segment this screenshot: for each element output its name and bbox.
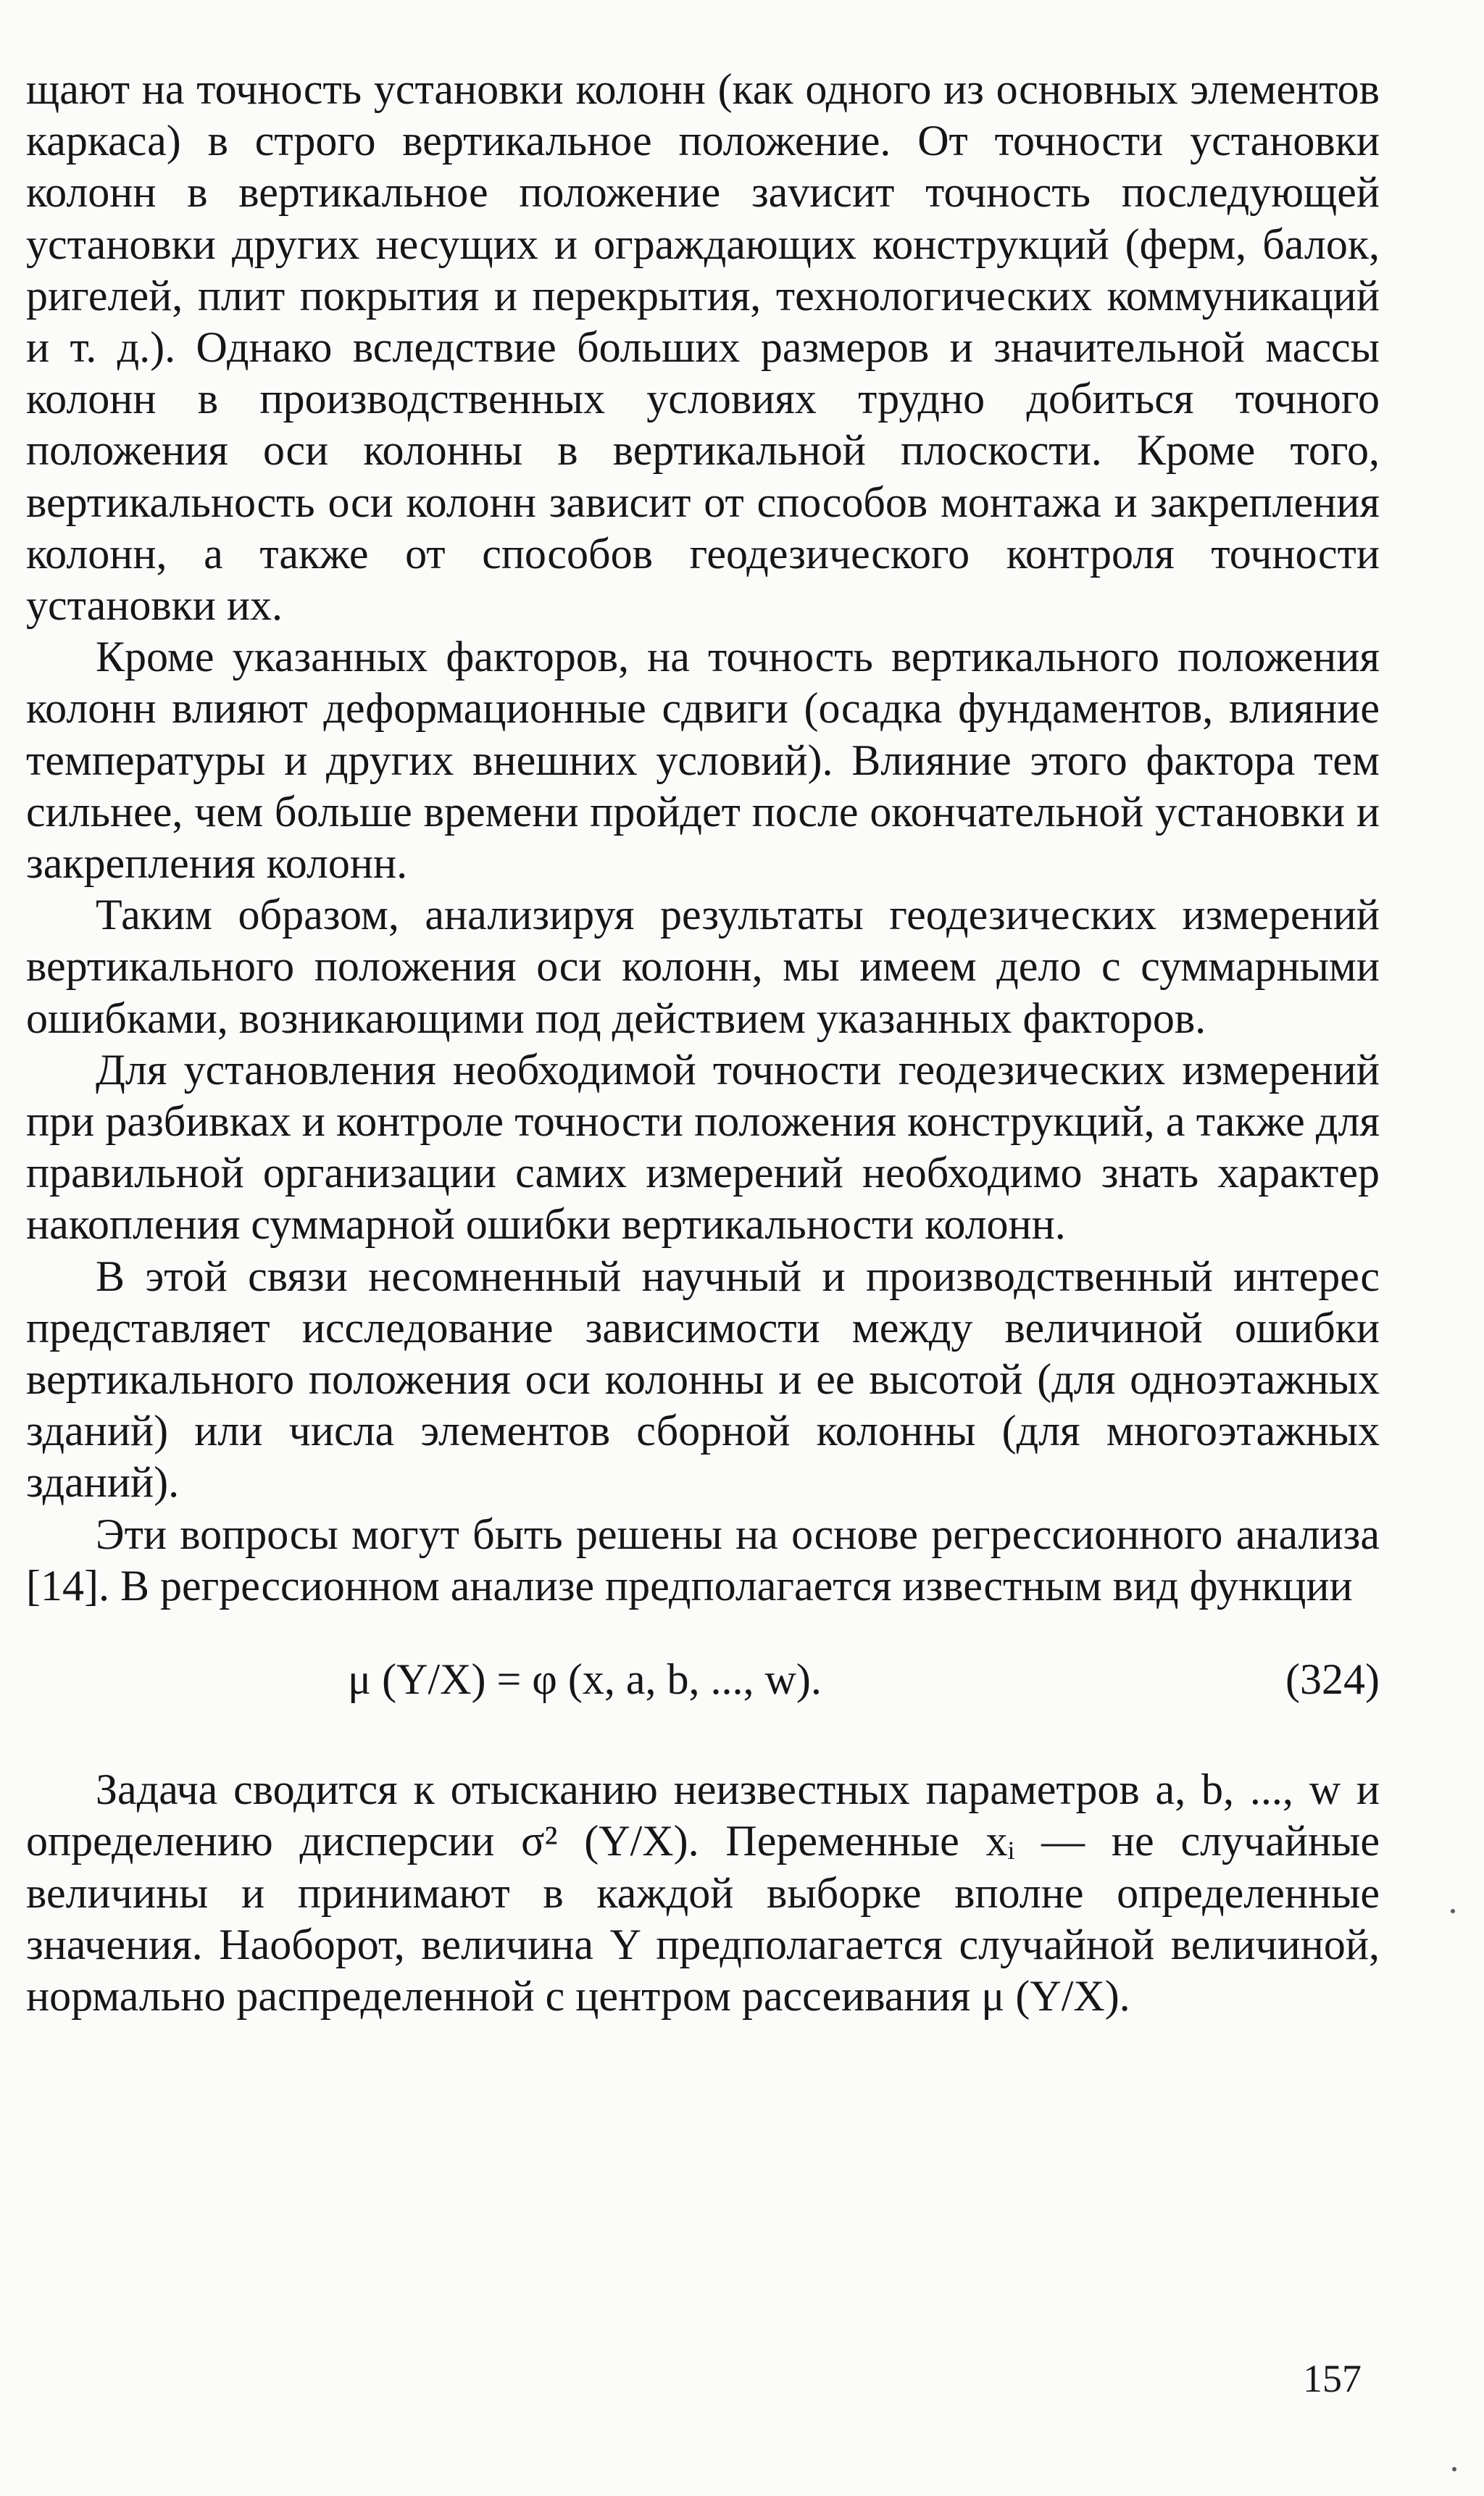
body-text: [26, 64, 1380, 2022]
formula-row: [26, 1612, 1380, 1764]
scan-speck: [1452, 2467, 1456, 2471]
paragraph-7: Задача сводится к отысканию неизвестных параметров a, b, ..., w и определению дисперсии σ² (Y/X). Переменные xᵢ — не случайные величины и принимают в каждой выборке вполне определенные значения. Наоборот, величина Y предполагается случайной величиной, нормально распределенной с центром рассеивания μ (Y/X).: [26, 1765, 1380, 2020]
paragraph-6: Эти вопросы могут быть решены на основе регрессионного анализа [14]. В регрессионном анализе предполагается известным вид функции: [26, 1510, 1380, 1610]
paragraph-4: Для установления необходимой точности геодезических измерений при разбивках и контроле точности положения конструкций, а также для правильной организации самих измерений необходимо знать характер накопления суммарной ошибки вертикальности колонн.: [26, 1045, 1380, 1249]
scan-speck: [1451, 1909, 1455, 1913]
paragraph-5: В этой связи несомненный научный и производственный интерес представляет исследование зависимости между величиной ошибки вертикального положения оси колонны и ее высотой (для одноэтажных зданий) или числа элементов сборной колонны (для многоэтажных зданий).: [26, 1252, 1380, 1507]
page-number: 157: [1303, 2357, 1362, 2400]
formula: μ (Y/X) = φ (x, a, b, ..., w).: [348, 1655, 822, 1704]
formula-number: (324): [1285, 1655, 1380, 1704]
paragraph-3: Таким образом, анализируя результаты геодезических измерений вертикального положения оси колонн, мы имеем дело с суммарными ошибками, возникающими под действием указанных факторов.: [26, 891, 1380, 1042]
paragraph-1: щают на точность установки колонн (как одного из основных элементов каркаса) в строго вертикальное положение. От точности установки колонн в вертикальное положение заvисит точность последующей установки других несущих и ограждающих конструкций (ферм, балок, ригелей, плит покрытия и перекрытия, технологических коммуникаций и т. д.). Однако вследствие больших размеров и значительной массы колонн в производственных условиях трудно добиться точного положения оси колонны в вертикальной плоскости. Кроме того, вертикальность оси колонн зависит от способов монтажа и закрепления колонн, а также от способов геодезического контроля точности установки их.: [26, 65, 1380, 630]
paragraph-2: Кроме указанных факторов, на точность вертикального положения колонн влияют деформационные сдвиги (осадка фундаментов, влияние температуры и других внешних условий). Влияние этого фактора тем сильнее, чем больше времени пройдет после окончательной установки и закрепления колонн.: [26, 633, 1380, 888]
